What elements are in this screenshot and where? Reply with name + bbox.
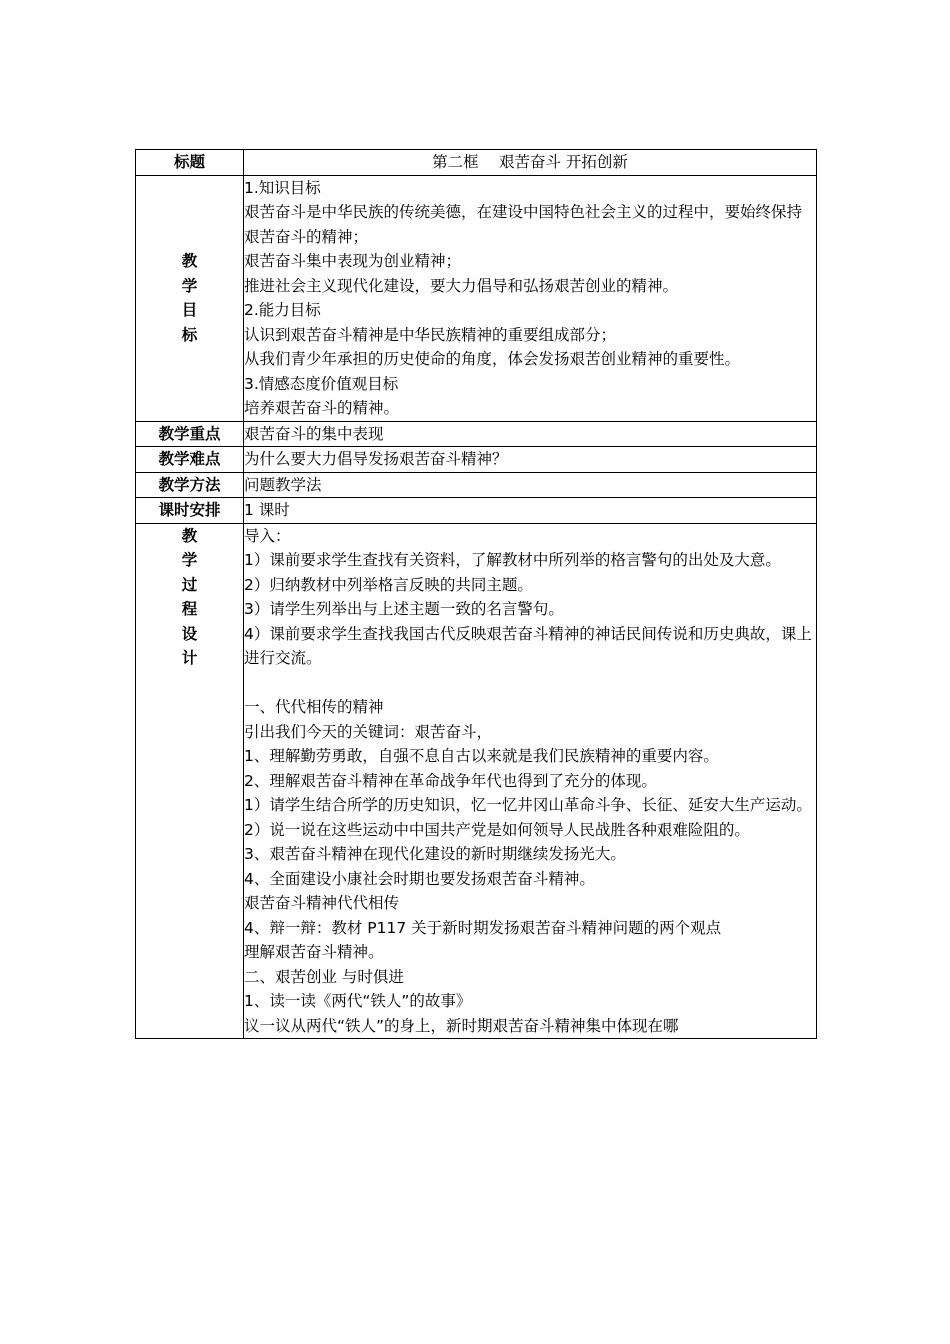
difficulty-label: 教学难点 bbox=[136, 447, 244, 473]
process-line: 1）请学生结合所学的历史知识，忆一忆井冈山革命斗争、长征、延安大生产运动。 bbox=[244, 796, 812, 814]
process-line: 2）归纳教材中列举格言反映的共同主题。 bbox=[244, 575, 533, 594]
objective-line: 艰苦奋斗是中华民族的传统美德，在建设中国特色社会主义的过程中，要始终保持艰苦奋斗的精神； bbox=[244, 203, 803, 246]
process-label-char: 计 bbox=[181, 649, 198, 667]
key-point-label: 教学重点 bbox=[136, 421, 244, 447]
objective-line: 1.知识目标 bbox=[244, 178, 321, 197]
process-line: 议一议从两代“铁人”的身上，新时期艰苦奋斗精神集中体现在哪 bbox=[244, 1016, 679, 1035]
schedule-row bbox=[136, 498, 817, 524]
title-label: 标题 bbox=[136, 150, 244, 176]
blank-line bbox=[244, 671, 816, 696]
schedule-value: 1 课时 bbox=[244, 498, 817, 524]
lesson-title: 第二框 艰苦奋斗 开拓创新 bbox=[244, 150, 817, 176]
process-line: 3、艰苦奋斗精神在现代化建设的新时期继续发扬光大。 bbox=[244, 845, 626, 863]
objective-line: 培养艰苦奋斗的精神。 bbox=[244, 399, 400, 417]
process-line: 1）课前要求学生查找有关资料，了解教材中所列举的格言警句的出处及大意。 bbox=[244, 551, 781, 569]
objective-line: 从我们青少年承担的历史使命的角度，体会发扬艰苦创业精神的重要性。 bbox=[244, 350, 741, 368]
process-label bbox=[136, 523, 244, 1039]
process-row bbox=[136, 523, 817, 1039]
process-line: 艰苦奋斗精神代代相传 bbox=[244, 894, 400, 912]
process-line: 2、理解艰苦奋斗精神在革命战争年代也得到了充分的体现。 bbox=[244, 771, 657, 790]
process-label-char: 学 bbox=[181, 551, 198, 569]
process-line: 4）课前要求学生查找我国古代反映艰苦奋斗精神的神话民间传说和历史典故，课上进行交流。 bbox=[244, 624, 812, 667]
process-line: 4、全面建设小康社会时期也要发扬艰苦奋斗精神。 bbox=[244, 869, 595, 888]
method-value: 问题教学法 bbox=[244, 472, 817, 498]
objective-line: 2.能力目标 bbox=[244, 301, 321, 319]
objective-line: 3.情感态度价值观目标 bbox=[244, 374, 399, 393]
process-line: 一、代代相传的精神 bbox=[244, 698, 384, 716]
schedule-label: 课时安排 bbox=[136, 498, 244, 524]
method-row bbox=[136, 472, 817, 498]
process-content bbox=[244, 523, 817, 1039]
process-line: 4、辩一辩：教材 P117 关于新时期发扬艰苦奋斗精神问题的两个观点 bbox=[244, 918, 722, 937]
objectives-label-char: 目 bbox=[181, 301, 198, 319]
objectives-label bbox=[136, 175, 244, 421]
process-line: 引出我们今天的关键词：艰苦奋斗， bbox=[244, 722, 493, 741]
process-line: 导入： bbox=[244, 526, 291, 545]
objectives-label-char: 学 bbox=[181, 276, 198, 295]
process-label-char: 设 bbox=[181, 624, 198, 643]
objective-line: 艰苦奋斗集中表现为创业精神； bbox=[244, 252, 462, 270]
key-point-value: 艰苦奋斗的集中表现 bbox=[244, 421, 817, 447]
difficulty-row bbox=[136, 447, 817, 473]
lesson-plan-table bbox=[135, 149, 817, 1039]
objectives-content bbox=[244, 175, 817, 421]
objective-line: 认识到艰苦奋斗精神是中华民族精神的重要组成部分； bbox=[244, 325, 617, 344]
objective-line: 推进社会主义现代化建设，要大力倡导和弘扬艰苦创业的精神。 bbox=[244, 276, 679, 295]
method-label: 教学方法 bbox=[136, 472, 244, 498]
difficulty-value: 为什么要大力倡导发扬艰苦奋斗精神？ bbox=[244, 447, 817, 473]
title-row bbox=[136, 150, 817, 176]
process-line: 1、理解勤劳勇敢，自强不息自古以来就是我们民族精神的重要内容。 bbox=[244, 747, 719, 765]
objectives-row bbox=[136, 175, 817, 421]
process-label-char: 程 bbox=[181, 600, 198, 618]
objectives-label-char: 标 bbox=[181, 325, 198, 344]
key-point-row bbox=[136, 421, 817, 447]
process-line: 理解艰苦奋斗精神。 bbox=[244, 943, 384, 961]
process-line: 2）说一说在这些运动中中国共产党是如何领导人民战胜各种艰难险阻的。 bbox=[244, 820, 750, 839]
process-line: 3）请学生列举出与上述主题一致的名言警句。 bbox=[244, 600, 564, 618]
objectives-label-char: 教 bbox=[181, 252, 198, 270]
process-line: 二、艰苦创业 与时俱进 bbox=[244, 967, 404, 986]
process-label-char: 过 bbox=[181, 575, 198, 594]
process-label-char: 教 bbox=[181, 526, 198, 545]
process-line: 1、读一读《两代“铁人”的故事》 bbox=[244, 992, 472, 1010]
